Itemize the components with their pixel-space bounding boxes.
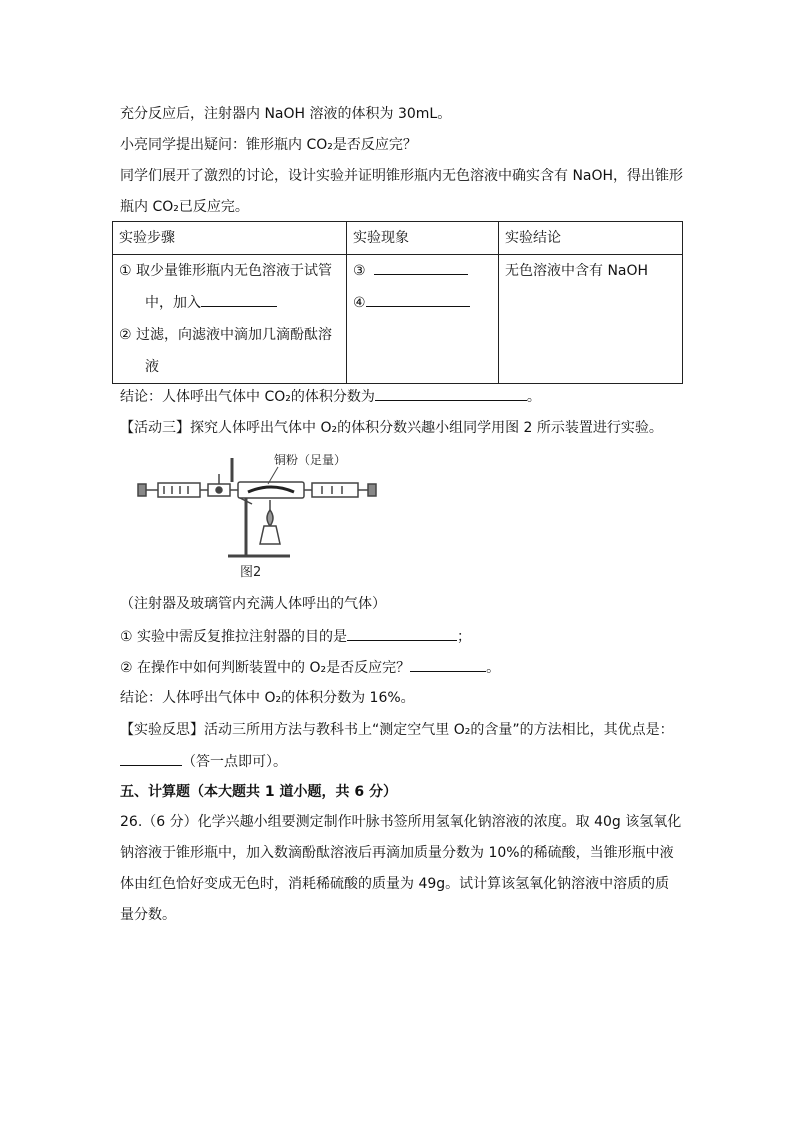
table-cell-observations [347, 255, 499, 384]
observation-4: ④ [353, 287, 492, 319]
problem-26-line: 体由红色恰好变成无色时，消耗稀硫酸的质量为 49g。试计算该氢氧化钠溶液中溶质的质 [120, 876, 670, 892]
lamp-icon [260, 526, 280, 544]
activity-3-title: 【活动三】探究人体呼出气体中 O₂的体积分数兴趣小组同学用图 2 所示装置进行实验。 [120, 420, 663, 436]
apparatus-figure [128, 448, 408, 580]
problem-26-line: 钠溶液于锥形瓶中，加入数滴酚酞溶液后再滴加质量分数为 10%的稀硫酸，当锥形瓶中液 [120, 845, 674, 861]
text-line: 同学们展开了激烈的讨论，设计实验并证明锥形瓶内无色溶液中确实含有 NaOH，得出锥形 [120, 168, 684, 184]
answer-blank[interactable] [201, 292, 277, 307]
answer-blank[interactable] [366, 292, 470, 307]
figure-caption: 图2 [240, 565, 262, 580]
question-1: ① 实验中需反复推拉注射器的目的是 ； [120, 626, 471, 647]
step-1: ① 取少量锥形瓶内无色溶液于试管 [119, 263, 333, 279]
problem-26-line: 26.（6 分）化学兴趣小组要测定制作叶脉书签所用氢氧化钠溶液的浓度。取 40g 该氢氧化 [120, 814, 682, 830]
reflection-line-1: 【实验反思】活动三所用方法与教科书上“测定空气里 O₂的含量”的方法相比，其优点是： [120, 722, 674, 738]
conclusion-o2: 结论：人体呼出气体中 O₂的体积分数为 16%。 [120, 690, 415, 706]
step-1-cont: 中，加入 [119, 287, 340, 319]
reflection-line-2: （答一点即可）。 [120, 751, 287, 772]
table-header: 实验结论 [499, 222, 683, 255]
answer-blank[interactable] [374, 260, 468, 275]
experiment-table [112, 221, 683, 384]
syringe-plunger-icon [138, 484, 146, 496]
answer-blank[interactable] [410, 657, 486, 672]
table-header: 实验现象 [347, 222, 499, 255]
table-header: 实验步骤 [113, 222, 347, 255]
conclusion-co2: 结论：人体呼出气体中 CO₂的体积分数为 。 [120, 386, 541, 407]
note-text: （注射器及玻璃管内充满人体呼出的气体） [120, 596, 386, 612]
question-2: ② 在操作中如何判断装置中的 O₂是否反应完？ 。 [120, 657, 500, 678]
answer-blank[interactable] [375, 386, 527, 401]
text-line: 小亮同学提出疑问：锥形瓶内 CO₂是否反应完？ [120, 137, 417, 153]
observation-3: ③ [353, 255, 492, 287]
answer-blank[interactable] [120, 751, 182, 766]
text-line: 瓶内 CO₂已反应完。 [120, 199, 249, 215]
problem-26-line: 量分数。 [120, 907, 176, 923]
step-2: ② 过滤，向滤液中滴加几滴酚酞溶 [119, 327, 333, 343]
right-syringe-icon [312, 483, 358, 497]
copper-powder-label: 铜粉（足量） [274, 453, 347, 467]
glass-tube-icon [238, 482, 304, 498]
table-cell-steps [113, 255, 347, 384]
text-line: 充分反应后，注射器内 NaOH 溶液的体积为 30mL。 [120, 106, 452, 122]
table-cell-conclusion: 无色溶液中含有 NaOH [499, 255, 683, 384]
section-heading: 五、计算题（本大题共 1 道小题，共 6 分） [120, 784, 397, 800]
step-2-cont: 液 [145, 359, 159, 375]
answer-blank[interactable] [347, 626, 457, 641]
